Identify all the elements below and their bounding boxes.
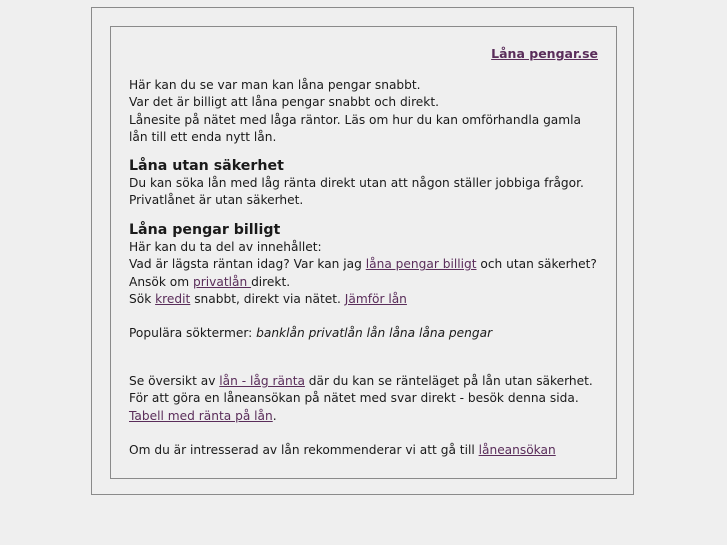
text: där du kan se ränteläget på lån utan säkerhet. — [304, 374, 593, 388]
text: direkt. — [251, 274, 291, 289]
link-privatlan[interactable]: privatlån — [193, 274, 252, 289]
overview-line — [129, 408, 599, 425]
text: . — [272, 408, 277, 423]
section-line — [129, 256, 599, 273]
text: snabbt, direkt via nätet. — [190, 291, 345, 306]
section-lana-pengar-billigt — [129, 221, 599, 308]
section-line — [129, 274, 599, 291]
link-tabell-med-ranta[interactable]: Tabell med ränta på lån — [129, 408, 273, 423]
recommend-text — [129, 442, 599, 459]
intro-line: Var det är billigt att låna pengar snabbt och direkt. — [129, 95, 440, 110]
section-lana-utan-sakerhet — [129, 157, 599, 210]
section-line: Privatlånet är utan säkerhet. — [129, 193, 304, 208]
link-lana-pengar-billigt[interactable]: låna pengar billigt — [365, 257, 477, 272]
content-box — [110, 26, 617, 479]
text: och utan säkerhet? — [476, 257, 597, 272]
text: Ansök om — [129, 274, 194, 289]
popular-label: Populära söktermer: — [129, 326, 257, 340]
text: Se översikt av — [129, 374, 220, 388]
overview-line — [129, 373, 599, 390]
popular-line — [129, 325, 599, 342]
link-jamfor-lan[interactable]: Jämför lån — [344, 291, 407, 306]
overview-text — [129, 373, 599, 425]
section-line: Här kan du ta del av innehållet: — [129, 240, 322, 254]
section-line — [129, 291, 599, 308]
text: Om du är intresserad av lån rekommenderar vi att gå till — [129, 443, 479, 457]
site-link[interactable]: Låna pengar.se — [491, 46, 598, 61]
popular-search-terms — [129, 325, 599, 342]
link-laneansokan[interactable]: låneansökan — [478, 443, 556, 457]
overview-line: För att göra en låneansökan på nätet med svar direkt - besök denna sida. — [129, 391, 579, 406]
outer-frame — [91, 7, 634, 495]
link-lan-lag-ranta[interactable]: lån - låg ränta — [219, 374, 305, 388]
section-heading: Låna utan säkerhet — [129, 158, 284, 174]
section-heading: Låna pengar billigt — [129, 222, 281, 238]
intro-text — [129, 77, 599, 146]
text: Sök — [129, 291, 156, 306]
intro-line: Här kan du se var man kan låna pengar snabbt. — [129, 78, 421, 92]
popular-terms: banklån privatlån lån låna låna pengar — [256, 326, 493, 340]
recommend-line — [129, 442, 599, 459]
link-kredit[interactable]: kredit — [155, 291, 191, 306]
text: Vad är lägsta räntan idag? Var kan jag — [129, 257, 366, 272]
intro-line: Lånesite på nätet med låga räntor. Läs om hur du kan omförhandla gamla lån till ett enda nytt lån. — [129, 112, 582, 144]
section-line: Du kan söka lån med låg ränta direkt utan att någon ställer jobbiga frågor. — [129, 176, 584, 190]
